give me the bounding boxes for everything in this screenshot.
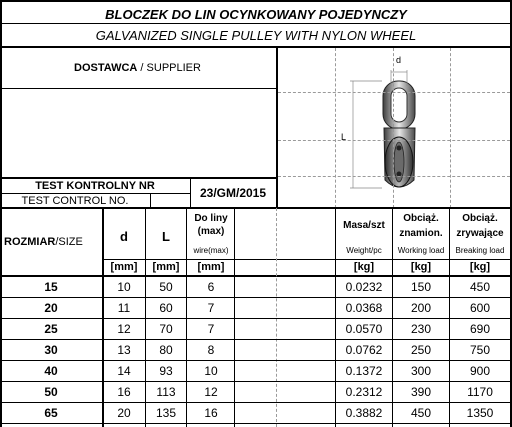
header-mbl-2: zrywające <box>456 228 504 239</box>
cell-mass: 0.0232 <box>345 280 383 294</box>
cell-d: 14 <box>117 364 131 378</box>
cell-L: 50 <box>159 280 173 294</box>
cell-d: 10 <box>117 280 131 294</box>
unit-wll: [kg] <box>410 261 432 273</box>
cell-size: 20 <box>44 301 58 315</box>
header-mass-sub: Weight/pc <box>346 246 382 255</box>
header-mass: Masa/szt <box>343 220 385 231</box>
cell-mass: 0.0762 <box>345 343 383 357</box>
supplier-en: SUPPLIER <box>146 62 201 74</box>
cell-L: 93 <box>159 364 173 378</box>
cell-mbl: 600 <box>469 301 491 315</box>
cell-wll: 230 <box>410 322 432 336</box>
title-polish: BLOCZEK DO LIN OCYNKOWANY POJEDYNCZY <box>105 7 407 22</box>
header-L: L <box>162 229 170 244</box>
cell-L: 113 <box>156 385 176 399</box>
cell-size: 50 <box>44 385 58 399</box>
cell-wll: 300 <box>410 364 432 378</box>
header-size-pl: ROZMIAR <box>4 236 56 248</box>
cell-wll: 390 <box>410 385 432 399</box>
cell-rope: 8 <box>207 343 215 357</box>
header-mbl-1: Obciąż. <box>462 213 498 224</box>
cell-mbl: 1170 <box>467 385 493 399</box>
cell-size: 15 <box>44 280 58 294</box>
header-size-sep: / <box>55 236 59 248</box>
cell-wll: 250 <box>410 343 432 357</box>
cell-rope: 6 <box>207 280 215 294</box>
header-rope-sub: wire(max) <box>193 246 229 255</box>
cell-mass: 0.3882 <box>345 406 383 420</box>
cell-d: 16 <box>117 385 131 399</box>
cell-mbl: 1350 <box>466 406 494 420</box>
cell-mass: 0.0570 <box>345 322 383 336</box>
unit-d: [mm] <box>110 261 138 273</box>
cell-wll: 150 <box>410 280 432 294</box>
unit-L: [mm] <box>152 261 180 273</box>
supplier-pl: DOSTAWCA <box>74 62 138 74</box>
cell-mass: 0.0368 <box>345 301 383 315</box>
cell-L: 60 <box>159 301 173 315</box>
cell-size: 30 <box>44 343 58 357</box>
header-size <box>4 236 83 248</box>
cell-rope: 7 <box>207 322 215 336</box>
unit-mbl: [kg] <box>469 261 491 273</box>
pulley-drawing <box>278 48 511 208</box>
cell-d: 12 <box>117 322 131 336</box>
cell-d: 13 <box>117 343 131 357</box>
header-wll-2: znamion. <box>399 228 443 239</box>
cell-d: 11 <box>117 301 131 315</box>
cell-mbl: 900 <box>469 364 491 378</box>
cell-size: 40 <box>44 364 58 378</box>
test-label-en: TEST CONTROL NO. <box>21 195 129 207</box>
cell-mbl: 450 <box>469 280 491 294</box>
header-size-en: SIZE <box>58 236 83 248</box>
cell-size: 25 <box>44 322 58 336</box>
cell-mbl: 750 <box>469 343 491 357</box>
cell-L: 135 <box>155 406 177 420</box>
unit-rope: [mm] <box>197 261 225 273</box>
supplier-sep: / <box>140 62 144 74</box>
supplier-label <box>74 62 201 74</box>
cell-rope: 10 <box>204 364 218 378</box>
test-label-pl: TEST KONTROLNY NR <box>35 180 155 192</box>
drawing-label-d: d <box>396 55 402 65</box>
cell-wll: 450 <box>410 406 432 420</box>
cell-size: 65 <box>44 406 58 420</box>
cell-d: 20 <box>117 406 131 420</box>
pulley-icon <box>383 81 415 187</box>
header-mbl-sub: Breaking load <box>455 246 505 255</box>
unit-mass: [kg] <box>353 261 375 273</box>
header-wll-1: Obciąż. <box>403 213 439 224</box>
cell-L: 70 <box>159 322 173 336</box>
header-d: d <box>120 229 128 244</box>
test-number: 23/GM/2015 <box>199 186 267 200</box>
cell-mass: 0.2312 <box>345 385 383 399</box>
cell-rope: 12 <box>204 385 218 399</box>
title-english: GALVANIZED SINGLE PULLEY WITH NYLON WHEEL <box>95 28 417 43</box>
header-wll-sub: Working load <box>397 246 445 255</box>
header-rope-2: (max) <box>197 226 225 237</box>
drawing-label-L: L <box>341 132 347 142</box>
cell-wll: 200 <box>410 301 432 315</box>
cell-mass: 0.1372 <box>345 364 383 378</box>
header-rope-1: Do liny <box>194 213 228 224</box>
cell-L: 80 <box>159 343 173 357</box>
cell-rope: 16 <box>204 406 218 420</box>
cell-mbl: 690 <box>469 322 491 336</box>
cell-rope: 7 <box>207 301 215 315</box>
